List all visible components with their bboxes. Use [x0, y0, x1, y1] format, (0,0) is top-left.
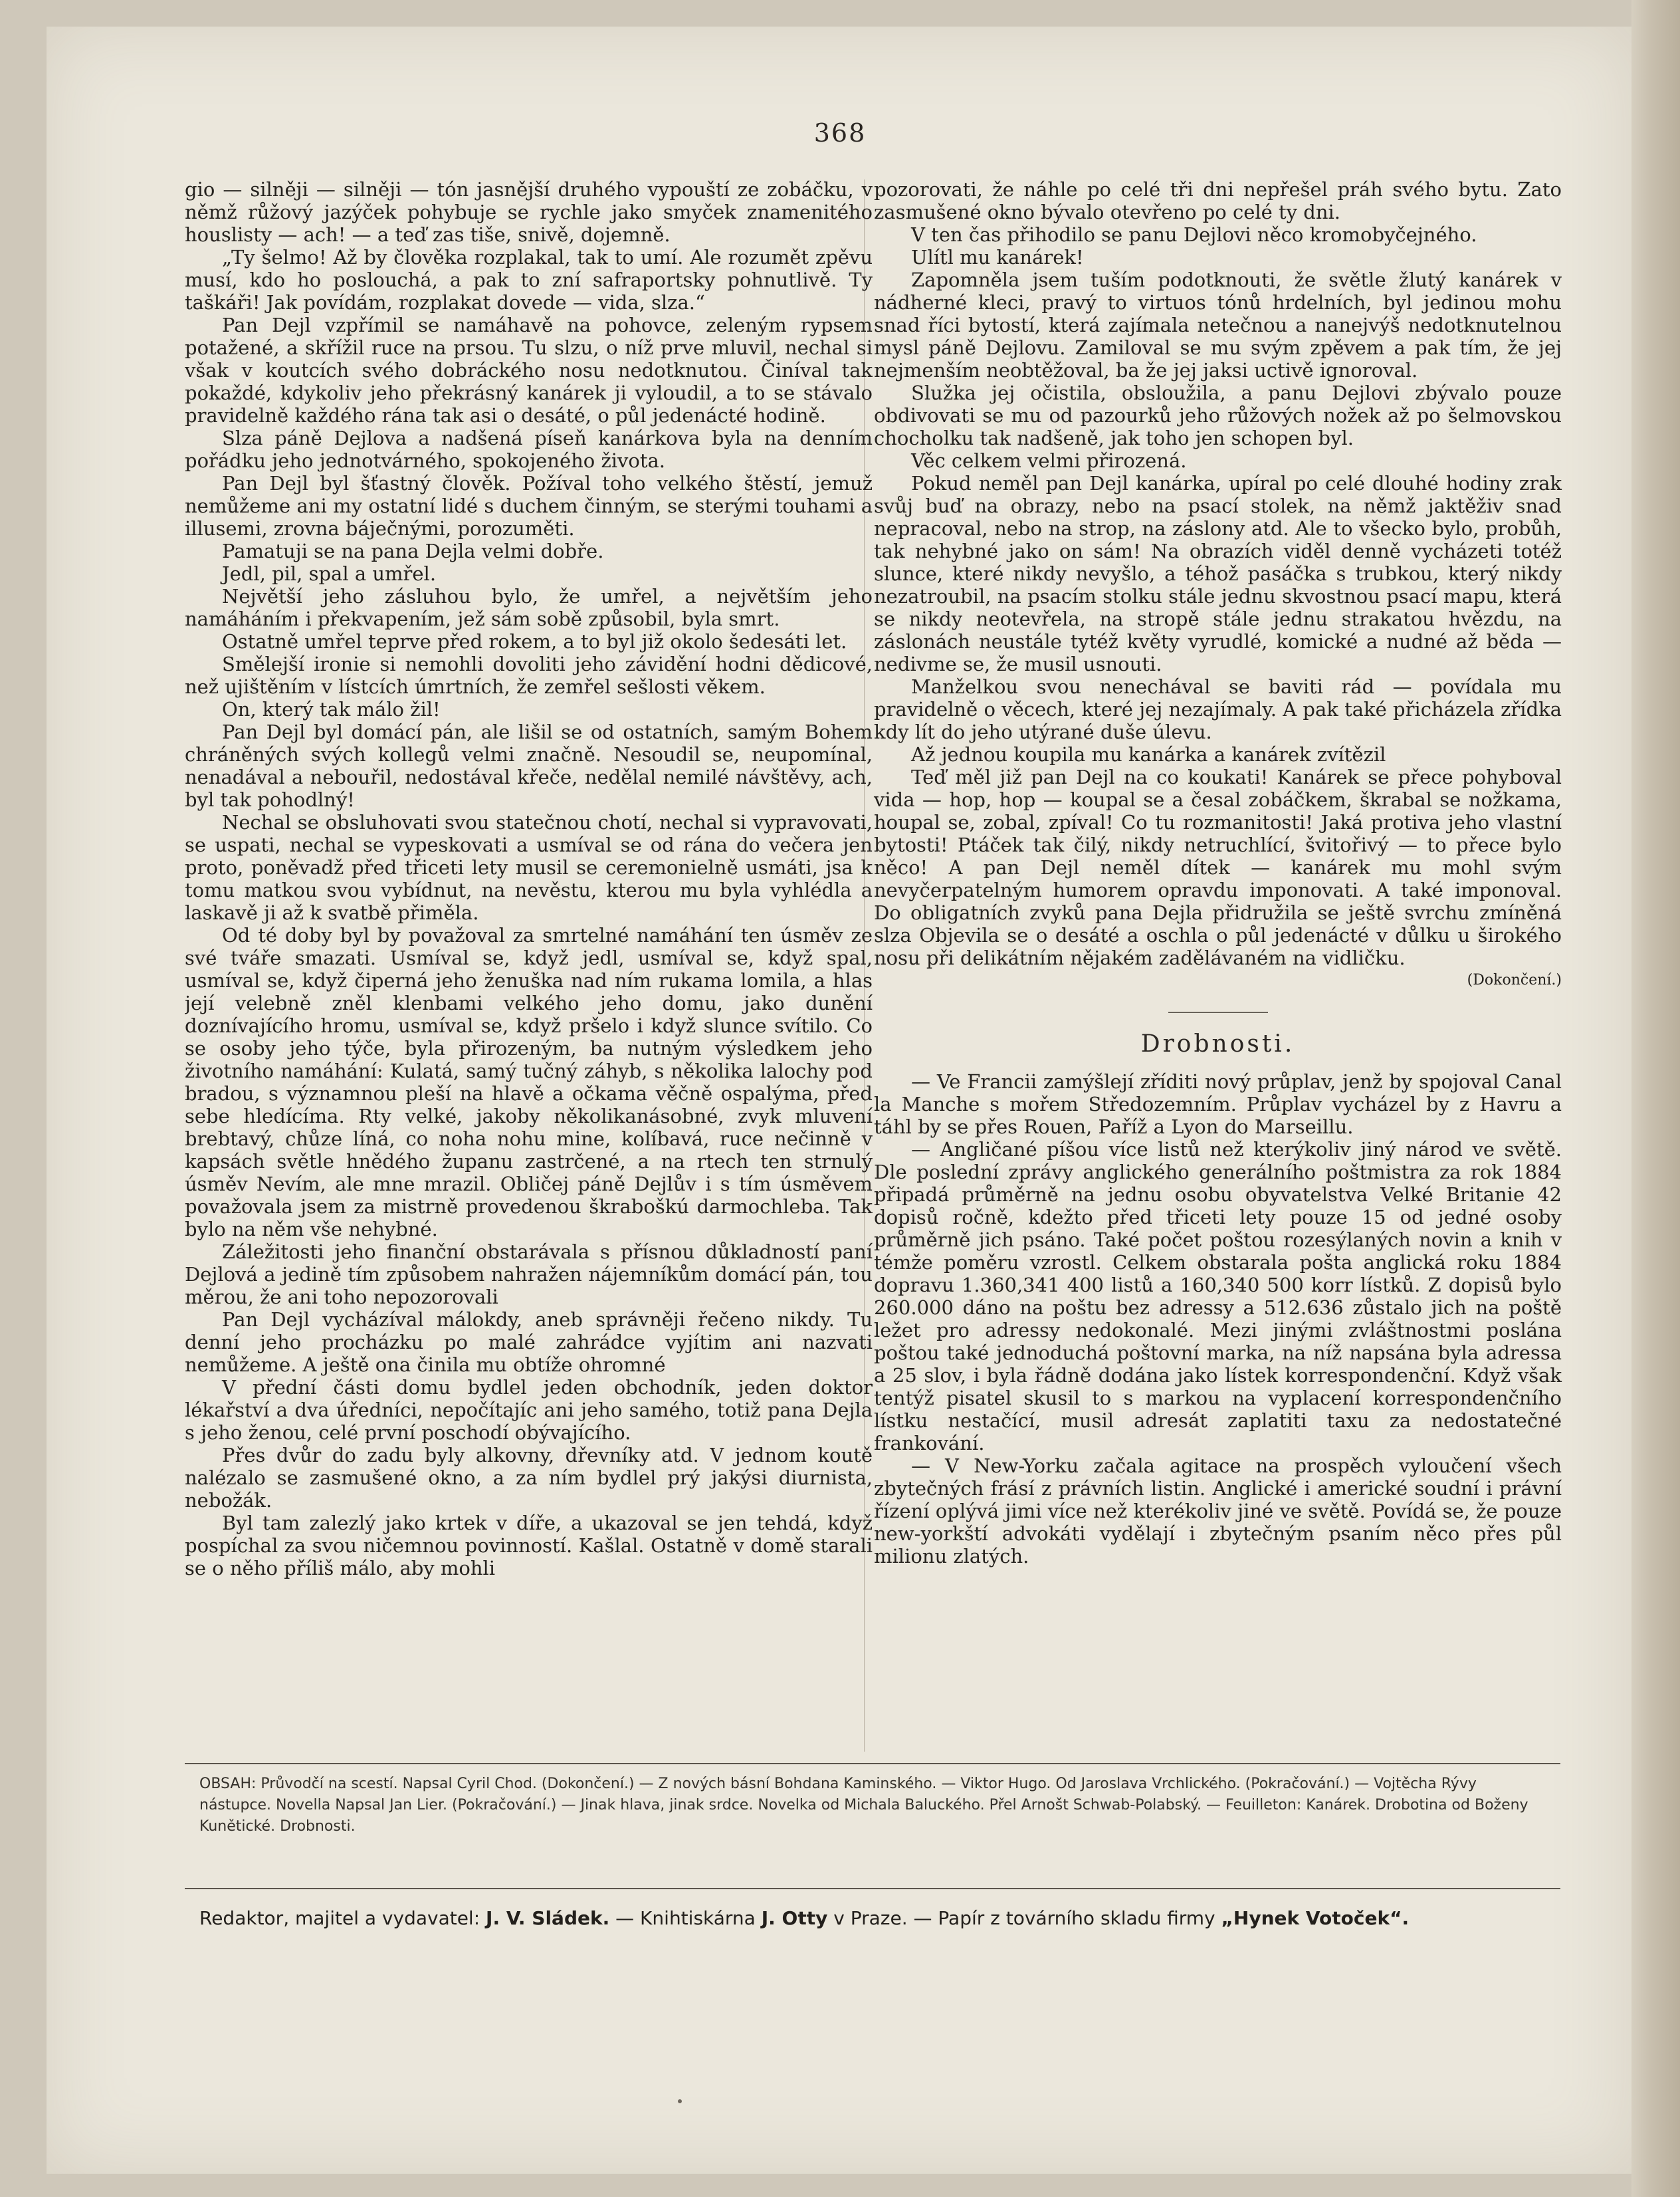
colophon	[199, 1907, 1562, 1930]
page-edge	[1631, 0, 1680, 2197]
section-title: Drobnosti.	[1140, 1030, 1295, 1058]
left-paragraph: Pamatuji se na pana Dejla velmi dobře.	[222, 540, 604, 562]
left-paragraph: Byl tam zalezlý jako krtek v díře, a ukazoval se jen tehdá, když pospíchal za svou ničemnou povinností. Kašlal. Ostatně v domě starali se o něho příliš málo, aby mohli	[185, 1512, 873, 1579]
page-number: 368	[813, 118, 867, 148]
right-paragraph: Manželkou svou nenechával se baviti rád — povídala mu pravidelně o věcech, které jej nezajímaly. A pak také přicházela zřídka kdy lít do jeho utýrané duše úlevu.	[874, 675, 1562, 743]
colophon-middle: — Knihtiskárna	[609, 1907, 762, 1929]
left-paragraph: V přední části domu bydlel jeden obchodník, jeden doktor lékařství a dva úředníci, nepočítajíc ani jeho samého, totiž pana Dejla s jeho ženou, celé první poschodí obývajícího.	[185, 1376, 873, 1444]
left-paragraph: Pan Dejl vzpřímil se namáhavě na pohovce, zeleným rypsem potažené, a skřížil ruce na prsou. Tu slzu, o níž prve mluvil, nechal si však v koutcích svého dobráckého nosu nedotknutou. Činíval tak pokaždé, kdykoliv jeho překrásný kanárek ji vyloudil, a to se stávalo pravidelně každého rána tak asi o desáté, o půl jedenácté hodině.	[185, 314, 873, 427]
left-paragraph: Jedl, pil, spal a umřel.	[222, 562, 437, 585]
left-paragraph: Ostatně umřel teprve před rokem, a to byl již okolo šedesáti let.	[222, 630, 847, 653]
news-item: — Ve Francii zamýšlejí zříditi nový průplav, jenž by spojoval Canal la Manche s mořem Středozemním. Průplav vycházel by z Havru a táhl by se přes Rouen, Paříž a Lyon do Marseillu.	[874, 1070, 1562, 1138]
news-item: — V New-Yorku začala agitace na prospěch vyloučení všech zbytečných frásí z právních listin. Anglické i americké soudní i právní řízení oplývá jimi více než kterékoliv jiné ve světě. Povídá se, že pouze new-yorkští advokáti vydělají i zbytečným psaním něco přes půl milionu zlatých.	[874, 1454, 1562, 1567]
section-rule	[1168, 1012, 1268, 1013]
colophon-prefix: Redaktor, majitel a vydavatel:	[199, 1907, 486, 1929]
contents-top-rule	[185, 1763, 1560, 1764]
contents-bottom-rule	[185, 1888, 1560, 1889]
signoff: (Dokončení.)	[1467, 972, 1562, 988]
news-item: — Angličané píšou více listů než kterýkoliv jiný národ ve světě. Dle poslední zprávy anglického generálního poštmistra za rok 1884 připadá průměrně na jednu osobu obyvatelstva Velké Britanie 42 dopisů ročně, kdežto před třiceti lety pouze 15 od jedné osoby průměrně jich psáno. Také počet poštou rozesýlaných novin a knih v témže poměru vzrostl. Celkem obstarala pošta anglická roku 1884 dopravu 1.360,341 400 listů a 160,340 500 korr lístků. Z dopisů bylo 260.000 dáno na poštu bez adressy a 512.636 zůstalo jich na poště ležet pro adressy nedokonalé. Mezi jinými zvláštnostmi poslána poštou také jednoduchá poštovní marka, na níž napsána byla adressa a 25 slov, i byla řádně dodána jako lístek korrespondenční. Když však tentýž pisatel skusil to s markou na vyplacení korrespondenčního lístku nestačící, musil adresát zaplatiti taxu za nedostatečné frankování.	[874, 1138, 1562, 1454]
right-paragraph: Až jednou koupila mu kanárka a kanárek zvítězil	[911, 743, 1386, 766]
left-paragraph: Slza páně Dejlova a nadšená píseň kanárkova byla na denním pořádku jeho jednotvárného, spokojeného života.	[185, 427, 873, 472]
left-paragraph: Pan Dejl byl šťastný člověk. Požíval toho velkého štěstí, jemuž nemůžeme ani my ostatní lidé s duchem činným, se sterými touhami a illusemi, zrovna báječnými, porozuměti.	[185, 472, 873, 540]
right-column	[874, 178, 1562, 1567]
left-paragraph: Pan Dejl vycházíval málokdy, aneb správněji řečeno nikdy. Tu denní jeho procházku po malé zahrádce vyjítim ani nazvati nemůžeme. A ještě ona činila mu obtíže ohromné	[185, 1308, 873, 1376]
right-paragraph: Věc celkem velmi přirozená.	[911, 449, 1187, 472]
table-of-contents: OBSAH: Průvodčí na scestí. Napsal Cyril Chod. (Dokončení.) — Z nových básní Bohdana Kaminského. — Viktor Hugo. Od Jaroslava Vrchlického. (Pokračování.) — Vojtěcha Rývy nástupce. Novella Napsal Jan Lier. (Pokračování.) — Jinak hlava, jinak srdce. Novelka od Michala Baluckého. Přel Arnošt Schwab-Polabský. — Feuilleton: Kanárek. Drobotina od Boženy Kunětické. Drobnosti.	[199, 1776, 1528, 1835]
left-paragraph: Záležitosti jeho finanční obstarávala s přísnou důkladností paní Dejlová a jedině tím způsobem nahražen nájemníkům domácí pán, tou měrou, že ani toho nepozorovali	[185, 1240, 873, 1308]
colophon-place: v Praze. — Papír z továrního skladu firmy	[827, 1907, 1221, 1929]
colophon-editor: J. V. Sládek.	[486, 1907, 610, 1929]
right-paragraph: V ten čas přihodilo se panu Dejlovi něco kromobyčejného.	[911, 223, 1477, 246]
right-paragraph: Ulítl mu kanárek!	[911, 246, 1084, 269]
right-paragraph: Teď měl již pan Dejl na co koukati! Kanárek se přece pohyboval vida — hop, hop — koupal se a česal zobáčkem, škrabal se nožkama, houpal se, zobal, zpíval! Co tu rozmanitosti! Jaká protiva jeho vlastní bytosti! Ptáček tak čilý, nikdy netruchlící, švitořivý — to přece bylo něco! A pan Dejl neměl dítek — kanárek mu mohl svým nevyčerpatelným humorem opravdu imponovati. A také imponoval. Do obligatních zvyků pana Dejla přidružila se ještě svrchu zmíněná slza Objevila se o desáté a oschla o půl jedenácté v důlku u širokého nosu při delikátním nějakém zadělávaném na vidličku.	[874, 766, 1562, 969]
left-paragraph: Smělejší ironie si nemohli dovoliti jeho závidění hodni dědicové, než ujištěním v lístcích úmrtních, že zemřel sešlosti věkem.	[185, 653, 873, 698]
left-paragraph: On, který tak málo žil!	[222, 698, 441, 721]
left-paragraph: Od té doby byl by považoval za smrtelné namáhání ten úsměv ze své tváře smazati. Usmíval se, když jedl, usmíval se, když spal, usmíval se, když čiperná jeho ženuška nad ním rukama lomila, a hlas její velebně zněl klenbami velkého jeho domu, jako dunění doznívajícího hromu, usmíval se, když pršelo i když slunce svítilo. Co se osoby jeho týče, byla přirozeným, ba nutným výsledkem jeho životního namáhání: Kulatá, samý tučný záhyb, s několika lalochy pod bradou, s významnou pleší na hlavě a očkama věčně ospalýma, před sebe hledícíma. Rty velké, jakoby několikanásobné, zvyk mluvení brebtavý, chůze líná, co noha nohu mine, kolíbavá, ruce nečinně v kapsách světle hnědého županu zastrčené, a na rtech ten strnulý úsměv Nevím, ale mne mrazil. Obličej páně Dejlův i s tím úsměvem považovala jsem za mistrně provedenou škraboškú darmochleba. Tak bylo na něm vše nehybné.	[185, 924, 873, 1240]
colophon-printer: J. Otty	[761, 1907, 828, 1929]
left-paragraph: Nechal se obsluhovati svou statečnou chotí, nechal si vypravovati, se uspati, nechal se vypeskovati a usmíval se od rána do večera jen proto, poněvadž před třiceti lety musil se ceremonielně usmáti, jsa k tomu matkou svou vybídnut, na nevěstu, kterou mu byla vyhlédla a laskavě ji až k svatbě přiměla.	[185, 811, 873, 924]
right-paragraph: Služka jej očistila, obsloužila, a panu Dejlovi zbývalo pouze obdivovati se mu od pazourků jeho růžových nožek až po šelmovskou chocholku tak nadšeně, jak toho jen schopen byl.	[874, 382, 1562, 449]
right-paragraph: pozorovati, že náhle po celé tři dni nepřešel práh svého bytu. Zato zasmušené okno bývalo otevřeno po celé ty dni.	[874, 178, 1562, 223]
left-paragraph: gio — silněji — silněji — tón jasnější druhého vypouští ze zobáčku, v němž růžový jazýček pohybuje se rychle jako smyček znamenitého houslisty — ach! — a teď zas tiše, snivě, dojemně.	[185, 178, 873, 246]
left-paragraph: Pan Dejl byl domácí pán, ale lišil se od ostatních, samým Bohem chráněných svých kollegů velmi značně. Nesoudil se, neupomínal, nenadával a nebouřil, nedostával křeče, nedělal nemilé návštěvy, ach, byl tak pohodlný!	[185, 721, 873, 811]
colophon-paper: „Hynek Votoček“.	[1221, 1907, 1410, 1929]
left-column	[185, 178, 873, 1760]
left-paragraph: Největší jeho zásluhou bylo, že umřel, a největším jeho namáháním i překvapením, jež sám sobě způsobil, byla smrt.	[185, 585, 873, 630]
right-paragraph: Pokud neměl pan Dejl kanárka, upíral po celé dlouhé hodiny zrak svůj buď na obrazy, nebo na psací stolek, na němž jaktěživ snad nepracoval, nebo na strop, na záslony atd. Ale to všecko bylo, probůh, tak nehybné jako on sám! Na obrazích viděl denně vycházeti totéž slunce, které nikdy nevyšlo, a téhož pasáčka s trubkou, který nikdy nezatroubil, na psacím stolku stále jednu skvostnou psací mapu, která se nikdy neotevřela, na stropě stále jednu strakatou hvězdu, na záslonách neustále tytéž květy vyrudlé, komické a nudné až běda — nedivme se, že musil usnouti.	[874, 472, 1562, 675]
ink-speck	[678, 2099, 682, 2103]
right-paragraph: Zapomněla jsem tuším podotknouti, že světle žlutý kanárek v nádherné kleci, pravý to virtuos tónů hrdelních, byl jedinou mohu snad říci bytostí, která zajímala netečnou a nanejvýš nedotknutelnou mysl páně Dejlovu. Zamiloval se mu svým zpěvem a pak tím, že jej nejmenším neobtěžoval, ba že jej jaksi uctivě ignoroval.	[874, 269, 1562, 382]
left-paragraph: „Ty šelmo! Až by člověka rozplakal, tak to umí. Ale rozumět zpěvu musí, kdo ho poslouchá, a pak to zní safraportsky pohnutlivě. Ty taškáři! Jak povídám, rozplakat dovede — vida, slza.“	[185, 246, 873, 314]
left-paragraph: Přes dvůr do zadu byly alkovny, dřevníky atd. V jednom koutě nalézalo se zasmušené okno, a za ním bydlel prý jakýsi diurnista, nebožák.	[185, 1444, 873, 1512]
